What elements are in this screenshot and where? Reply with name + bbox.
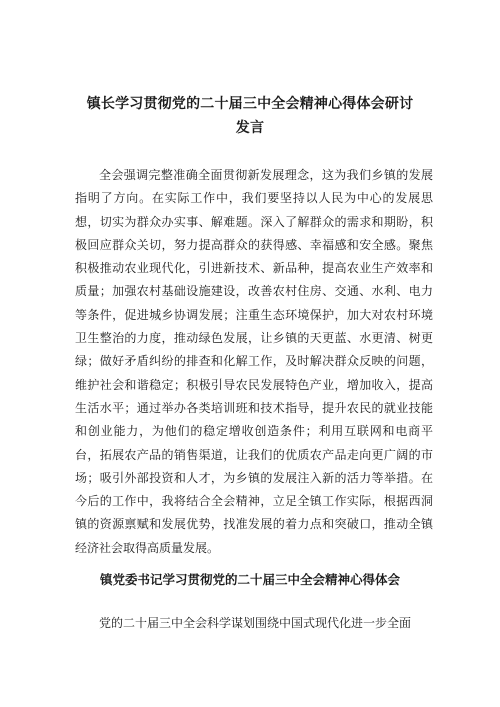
document-title-line1: 镇长学习贯彻党的二十届三中全会精神心得体会研讨 <box>86 96 414 112</box>
body-paragraph: 全会强调完整准确全面贯彻新发展理念，这为我们乡镇的发展指明了方向。在实际工作中，我们要坚持以人民为中心的发展思想，切实为群众办实事、解难题。深入了解群众的需求和期盼，积极回应群众关切，努力提高群众的获得感、幸福感和安全感。聚焦积极推动农业现代化，引进新技术、新品种，提高农业生产效率和质量；加强农村基础设施建设，改善农村住房、交通、水利、电力等条件，促进城乡协调发展；注重生态环境保护，加大对农村环境卫生整治的力度，推动绿色发展，让乡镇的天更蓝、水更清、树更绿；做好矛盾纠纷的排查和化解工作，及时解决群众反映的问题，维护社会和谐稳定；积极引导农民发展特色产业，增加收入，提高生活水平；通过举办各类培训班和技术指导，提升农民的就业技能和创业能力，为他们的稳定增收创造条件；利用互联网和电商平台，拓展农产品的销售渠道，让我们的优质农产品走向更广阔的市场；吸引外部投资和人才，为乡镇的发展注入新的活力等举措。在今后的工作中，我将结合全会精神，立足全镇工作实际，根据西洞镇的资源禀赋和发展优势，找准发展的着力点和突破口，推动全镇经济社会取得高质量发展。 <box>75 168 433 555</box>
next-paragraph: 党的二十届三中全会科学谋划围绕中国式现代化进一步全面 <box>99 616 412 630</box>
document-title-line2: 发言 <box>235 120 265 136</box>
section-subtitle: 镇党委书记学习贯彻党的二十届三中全会精神心得体会 <box>99 572 400 587</box>
